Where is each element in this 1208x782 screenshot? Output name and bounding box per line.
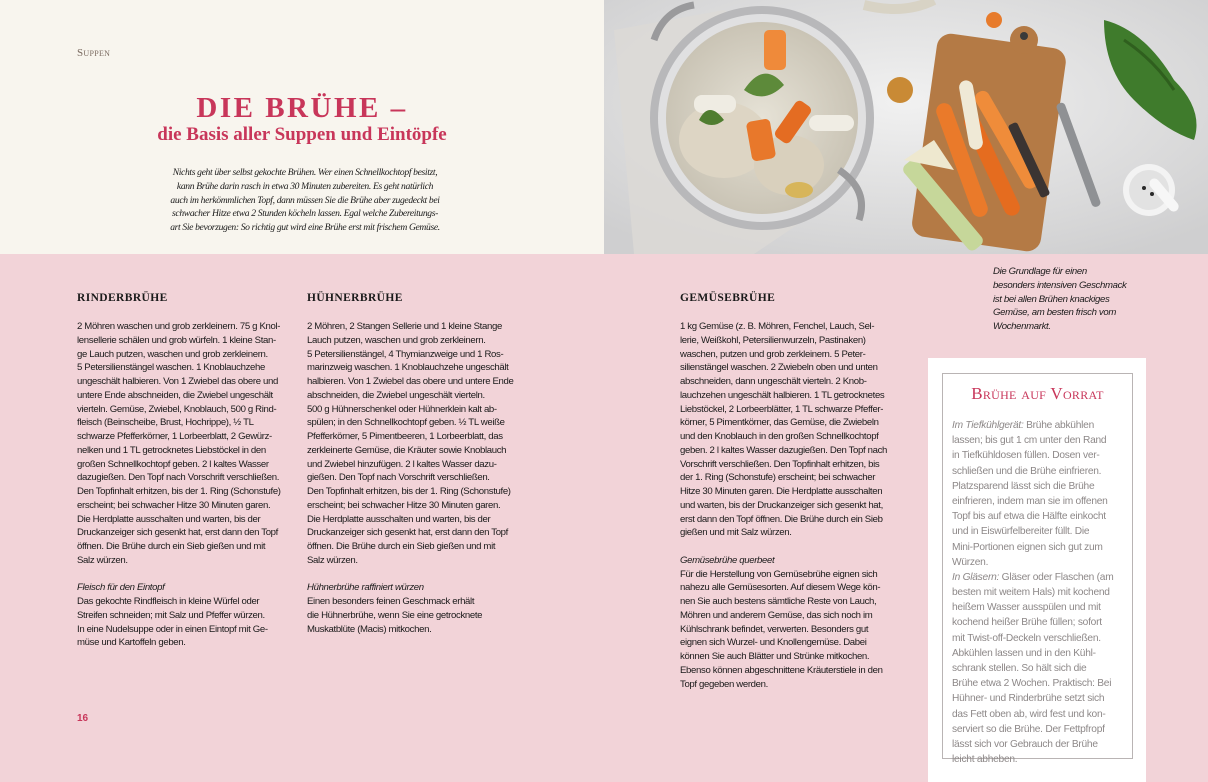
text-line: und warten, bis der Druckanzeiger sich gesenkt hat, (680, 499, 883, 511)
text-line: das Fett oben ab, wird fest und kon- (952, 708, 1106, 720)
text-line: Würzen. (952, 556, 989, 568)
text-line: Lauch putzen, waschen und grob zerkleinern. (307, 334, 486, 346)
text-line: nen Sie auch bestens sämtliche Reste von Lauch, (680, 596, 877, 607)
text-line: erst dann den Topf öffnen. Die Brühe durch ein Sieb (680, 513, 883, 525)
text-line: Druckanzeiger sich gesenkt hat, erst dann den Topf (77, 527, 278, 539)
text-line: und Zwiebel hinzufügen. 2 l kaltes Wasser dazu- (307, 458, 497, 470)
text-line: Druckanzeiger sich gesenkt hat, erst dann den Topf (307, 527, 508, 539)
text-line: kann Brühe darin rasch in etwa 30 Minuten zubereiten. Es geht natürlich (176, 180, 434, 192)
recipe-heading: RINDERBRÜHE (77, 292, 168, 304)
text-line: ge Lauch putzen, waschen und grob zerkleinern. (77, 348, 268, 360)
food-photo (604, 0, 1208, 254)
text-line: abschneiden, die Zwiebel ungeschält vierteln. (307, 389, 485, 401)
text-line: Streifen schneiden; mit Salz und Pfeffer würzen. (77, 609, 265, 621)
text-line: Platzsparend lässt sich die Brühe (952, 480, 1095, 492)
text-line: Fleisch für den Eintopf (77, 582, 165, 594)
text-line: Die Herdplatte ausschalten und warten, bis der (307, 513, 491, 525)
text-line: Hühner- und Rinderbrühe setzt sich (952, 693, 1105, 705)
sidebox-text (952, 418, 1123, 767)
text-line: Den Topfinhalt erhitzen, bis der 1. Ring (Schonstufe) (77, 486, 281, 497)
text-line: 5 Petersilienstängel, 4 Thymianzweige und 1 Ros- (307, 348, 504, 360)
text-line: dazugießen. Den Topf nach Vorschrift verschließen. (77, 472, 280, 484)
column-huehnerbruehe (307, 292, 539, 636)
text-line: Topf bis auf etwa die Hälfte einkocht (952, 511, 1106, 523)
text-line: schrank stellen. So hält sich die (952, 663, 1087, 674)
text-line: Das gekochte Rindfleisch in kleine Würfel oder (77, 596, 260, 607)
text-line: mit Twist-off-Deckeln verschließen. (952, 632, 1101, 644)
text-line: Hühnerbrühe raffiniert würzen (307, 582, 424, 594)
text-line: Gemüsebrühe querbeet (680, 554, 775, 566)
text-line: gießen. Den Topf nach Vorschrift verschließen. (307, 472, 490, 484)
text-line: großen Schnellkochtopf geben. 2 l kaltes Wasser (77, 458, 269, 470)
photo-caption (993, 265, 1126, 334)
recipe-text (77, 320, 309, 650)
recipe-heading: GEMÜSEBRÜHE (680, 292, 776, 304)
sidebox-title: Brühe auf Vorrat (971, 384, 1104, 403)
text-line: nahezu alle Gemüsesorten. Auf diesem Wege kön- (680, 582, 881, 594)
text-line: und den Knoblauch in den großen Schnellkochtopf (680, 431, 879, 442)
text-line: besten mit weitem Hals) mit kochend (952, 587, 1110, 599)
text-line: In eine Nudelsuppe oder in einen Eintopf mit Ge- (77, 623, 268, 635)
text-line: Den Topfinhalt erhitzen, bis der 1. Ring (Schonstufe) (307, 486, 511, 497)
text-line: Liebstöckel, 2 Lorbeerblätter, 1 TL schwarze Pfeffer- (680, 403, 884, 415)
text-line: Ebenso können abgeschnittene Kräuterstiele in den (680, 664, 883, 676)
text-line: Pfefferkörner, 5 Pimentbeeren, 1 Lorbeerblatt, das (307, 431, 503, 442)
text-line: müse und Kartoffeln geben. (77, 637, 186, 649)
text-line: untere Ende abschneiden, die Zwiebel ungeschält (77, 389, 273, 401)
column-gemuesebruehe (680, 292, 912, 691)
text-line: zerkleinerte Gemüse, die Kräuter sowie Knoblauch (307, 444, 507, 456)
text-line: gießen und mit Salz würzen. (680, 527, 792, 539)
text-line: Muskatblüte (Macis) mitkochen. (307, 623, 432, 635)
text-line: körner, 5 Pimentkörner, das Gemüse, die Zwiebeln (680, 417, 879, 429)
text-line: die Hühnerbrühe, wenn Sie eine getrocknete (307, 609, 483, 621)
column-rinderbruehe (77, 292, 309, 650)
text-line: spülen; in den Schnellkochtopf geben. ½ TL weiße (307, 417, 505, 429)
text-line: schwacher Hitze etwa 2 Stunden köcheln lassen. Egal welche Zubereitungs- (172, 208, 438, 220)
italic-label: In Gläsern: (952, 571, 1000, 583)
text-line: abschneiden, dann ungeschält vierteln. 2 Knob- (680, 376, 867, 387)
text-line: der 1. Ring (Schonstufe) erscheint; bei schwacher (680, 472, 876, 484)
text-line: art Sie bevorzugen: So richtig gut wird eine Brühe erst mit frischem Gemüse. (170, 222, 440, 233)
text-line: lässt sich vor Gebrauch der Brühe (952, 738, 1098, 750)
text-line: Gemüse, am besten frisch vom (993, 307, 1116, 319)
header-area (0, 0, 604, 254)
text-line: ist bei allen Brühen knackiges (993, 293, 1110, 305)
text-line: waschen, putzen und grob zerkleinern. 5 Peter- (680, 348, 866, 360)
text-line: Wochenmarkt. (993, 321, 1051, 332)
text-line: 2 Möhren, 2 Stangen Sellerie und 1 kleine Stange (307, 321, 502, 332)
italic-label: Im Tiefkühlgerät: (952, 420, 1024, 431)
text-line: 5 Petersilienstängel waschen. 1 Knoblauchzehe (77, 362, 265, 374)
page-title: DIE BRÜHE – (196, 92, 408, 124)
text-line: Hitze 30 Minuten garen. Die Herdplatte ausschalten (680, 486, 883, 497)
text-line: silienstängel waschen. 2 Zwiebeln oben und unten (680, 362, 878, 374)
text-line: Brühe etwa 2 Wochen. Praktisch: Bei (952, 678, 1112, 690)
sidebox (928, 358, 1146, 782)
text-line: 1 kg Gemüse (z. B. Möhren, Fenchel, Lauch, Sel- (680, 321, 875, 332)
text-line: erscheint; bei schwacher Hitze 30 Minuten garen. (77, 499, 271, 511)
text-line: in Tiefkühldosen füllen. Dosen ver- (952, 450, 1100, 462)
text-line: erscheint; bei schwacher Hitze 30 Minuten garen. (307, 499, 501, 511)
page-number: 16 (77, 713, 89, 724)
text-line: 2 Möhren waschen und grob zerkleinern. 75 g Knol- (77, 321, 281, 332)
recipe-text (680, 320, 912, 691)
text-line (680, 540, 912, 554)
text-line: ungeschält halbieren. Von 1 Zwiebel das obere und (77, 376, 278, 387)
text-line: besonders intensiven Geschmack (993, 279, 1127, 291)
text-line: Vorschrift verschließen. Den Topfinhalt erhitzen, bis (680, 458, 880, 470)
text-line: Kühlschrank befindet, verwerten. Besonders gut (680, 623, 869, 635)
intro-text (118, 166, 492, 235)
text-line: Einen besonders feinen Geschmack erhält (307, 596, 475, 607)
text-line: können Sie auch Blätter und Strünke mitkochen. (680, 651, 870, 662)
text-line: serviert so die Brühe. Der Fettpfropf (952, 723, 1105, 735)
text-line: geben. 2 l kaltes Wasser dazugießen. Den Topf nach (680, 444, 888, 456)
text-line: Die Grundlage für einen (993, 266, 1087, 277)
text-line: Im Tiefkühlgerät: Brühe abkühlen (952, 420, 1094, 431)
text-line: heißem Wasser ausspülen und mit (952, 602, 1101, 614)
text-line: halbieren. Von 1 Zwiebel das obere und untere Ende (307, 376, 514, 387)
text-line: Für die Herstellung von Gemüsebrühe eignen sich (680, 568, 878, 580)
text-line: auch im herkömmlichen Topf, dann müssen Sie die Brühe aber zugedeckt bei (170, 194, 440, 206)
text-line: nelken und 1 TL getrocknetes Liebstöckel in den (77, 444, 266, 456)
text-line: In Gläsern: Gläser oder Flaschen (am (952, 571, 1114, 583)
text-line (77, 568, 309, 582)
text-line: lassen; bis gut 1 cm unter den Rand (952, 435, 1107, 447)
text-line: schließen und die Brühe einfrieren. (952, 465, 1102, 477)
text-line (307, 568, 539, 582)
text-line: marinzweig waschen. 1 Knoblauchzehe ungeschält (307, 362, 509, 374)
text-line: Topf gegeben werden. (680, 678, 768, 690)
text-line: Nichts geht über selbst gekochte Brühen. Wer einen Schnellkochtopf besitzt, (172, 167, 438, 178)
text-line: lerie, Weißkohl, Petersilienwurzeln, Pastinaken) (680, 334, 866, 346)
text-line: Die Herdplatte ausschalten und warten, bis der (77, 513, 261, 525)
text-line: Mini-Portionen eignen sich gut zum (952, 541, 1103, 553)
text-line: und in Eiswürfelbereiter füllt. Die (952, 526, 1090, 538)
section-label: Suppen (77, 47, 111, 59)
text-line: eignen sich Wurzel- und Knollengemüse. Dabei (680, 637, 867, 649)
text-line: einfrieren, indem man sie im offenen (952, 495, 1108, 507)
text-line: öffnen. Die Brühe durch ein Sieb gießen und mit (307, 541, 496, 552)
text-line: 500 g Hühnerschenkel oder Hühnerklein kalt ab- (307, 403, 497, 415)
text-line: öffnen. Die Brühe durch ein Sieb gießen und mit (77, 541, 266, 552)
text-line: lauchzehen ungeschält halbieren. 1 TL getrocknetes (680, 389, 885, 401)
text-line: Möhren und anderem Gemüse, das sich noch im (680, 609, 873, 621)
text-line: vierteln. Gemüse, Zwiebel, Knoblauch, 500 g Rind- (77, 403, 277, 415)
page-subtitle: die Basis aller Suppen und Eintöpfe (157, 124, 447, 145)
text-line: Salz würzen. (307, 554, 358, 566)
recipe-heading: HÜHNERBRÜHE (307, 292, 403, 304)
text-line: schwarze Pfefferkörner, 1 Lorbeerblatt, 2 Gewürz- (77, 431, 272, 442)
text-line: kochend heißer Brühe füllen; sofort (952, 617, 1102, 629)
text-line: Abkühlen lassen und in den Kühl- (952, 647, 1096, 659)
text-line: leicht abheben. (952, 754, 1018, 766)
text-line: lensellerie schälen und grob würfeln. 1 kleine Stan- (77, 334, 276, 346)
text-line: fleisch (Beinscheibe, Brust, Hochrippe), ½ TL (77, 417, 254, 429)
text-line: Salz würzen. (77, 554, 128, 566)
recipe-text (307, 320, 539, 636)
sidebox-frame (942, 373, 1133, 766)
